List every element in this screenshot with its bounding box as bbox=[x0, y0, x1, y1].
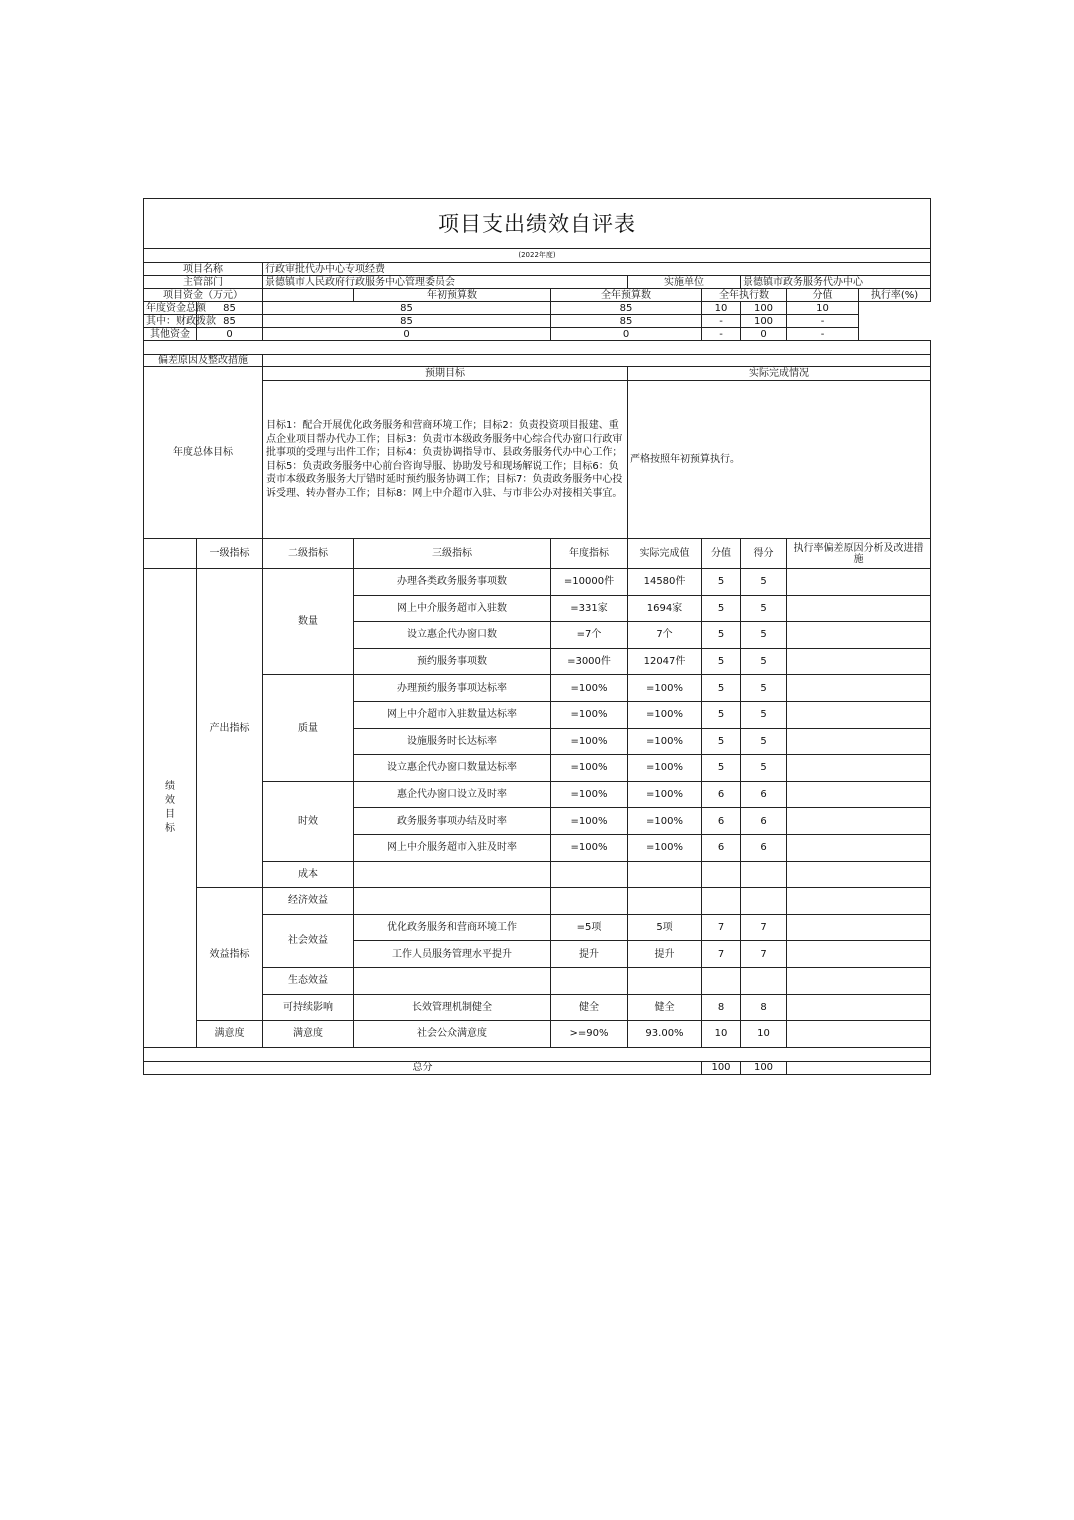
header-level1: 一级指标 bbox=[197, 539, 263, 569]
analysis-cell bbox=[787, 701, 931, 728]
goals-label: 年度总体目标 bbox=[144, 367, 263, 539]
page-title: 项目支出绩效自评表 bbox=[144, 199, 931, 249]
score-value: 5 bbox=[702, 755, 741, 782]
score-value: 5 bbox=[702, 728, 741, 755]
indicator-side-blank bbox=[144, 539, 197, 569]
level2-indicator: 质量 bbox=[263, 675, 354, 781]
level3-indicator: 长效管理机制健全 bbox=[354, 994, 551, 1021]
unit-value: 景德镇市政务服务代办中心 bbox=[741, 276, 931, 289]
level3-indicator: 办理预约服务事项达标率 bbox=[354, 675, 551, 702]
funds-header: 执行率(%) bbox=[859, 289, 931, 302]
target-value: =100% bbox=[551, 808, 628, 835]
expected-goal-text: 目标1：配合开展优化政务服务和营商环境工作；目标2：负责投资项目报建、重点企业项目帮办代办工作；目标3：负责市本级政务服务中心综合代办窗口行政审批事项的受理与出件工作；目标4：负责协调指导市、县政务服务代办中心工作；目标5：负责政务服务中心前台咨询导服、协助发号和现场解说工作；目标6：负责市本级政务服务大厅错时延时预约服务协调工作；目标7：负责政务服务中心投诉受理、转办督办工作；目标8：网上中介超市入驻、与市非公办对接相关事宜。 bbox=[263, 381, 628, 539]
target-value: =100% bbox=[551, 728, 628, 755]
actual-value: =100% bbox=[628, 834, 702, 861]
deviation-label: 偏差原因及整改措施 bbox=[144, 355, 263, 367]
side-label-vertical bbox=[164, 780, 176, 836]
header-got: 得分 bbox=[741, 539, 787, 569]
analysis-cell bbox=[787, 941, 931, 968]
score-value bbox=[702, 967, 741, 994]
funds-value: 0 bbox=[741, 328, 787, 341]
actual-value bbox=[628, 967, 702, 994]
funds-value: 0 bbox=[263, 328, 551, 341]
got-value bbox=[741, 861, 787, 888]
funds-row-name: 年度资金总额 bbox=[144, 302, 197, 315]
funds-label: 项目资金（万元） bbox=[144, 289, 263, 302]
level2-indicator: 社会效益 bbox=[263, 914, 354, 967]
funds-value: - bbox=[702, 328, 741, 341]
score-value bbox=[702, 888, 741, 915]
level3-indicator: 惠企代办窗口设立及时率 bbox=[354, 781, 551, 808]
spacer-row bbox=[144, 341, 931, 355]
got-value: 5 bbox=[741, 728, 787, 755]
funds-row-name: 其中：财政拨款 bbox=[144, 315, 197, 328]
level3-indicator: 网上中介超市入驻数量达标率 bbox=[354, 701, 551, 728]
expected-header: 预期目标 bbox=[263, 367, 628, 381]
got-value: 7 bbox=[741, 914, 787, 941]
score-value: 5 bbox=[702, 569, 741, 596]
dept-value: 景德镇市人民政府行政服务中心管理委员会 bbox=[263, 276, 628, 289]
header-level3: 三级指标 bbox=[354, 539, 551, 569]
funds-value: 85 bbox=[263, 315, 551, 328]
target-value: =100% bbox=[551, 834, 628, 861]
funds-value: 0 bbox=[551, 328, 702, 341]
funds-header: 全年执行数 bbox=[702, 289, 787, 302]
level2-indicator: 成本 bbox=[263, 861, 354, 888]
level3-indicator: 政务服务事项办结及时率 bbox=[354, 808, 551, 835]
funds-value: 85 bbox=[197, 302, 263, 315]
analysis-cell bbox=[787, 569, 931, 596]
level1-indicator: 满意度 bbox=[197, 1021, 263, 1048]
score-value: 7 bbox=[702, 941, 741, 968]
level2-indicator: 满意度 bbox=[263, 1021, 354, 1048]
header-analysis: 执行率偏差原因分析及改进措施 bbox=[787, 539, 931, 569]
got-value: 5 bbox=[741, 569, 787, 596]
score-value: 5 bbox=[702, 595, 741, 622]
analysis-cell bbox=[787, 595, 931, 622]
funds-header: 年初预算数 bbox=[354, 289, 551, 302]
funds-value: - bbox=[702, 315, 741, 328]
target-value: =7个 bbox=[551, 622, 628, 649]
actual-value: =100% bbox=[628, 675, 702, 702]
header-level2: 二级指标 bbox=[263, 539, 354, 569]
actual-value: 提升 bbox=[628, 941, 702, 968]
actual-value: 14580件 bbox=[628, 569, 702, 596]
year-label: (2022年度) bbox=[144, 249, 931, 263]
side-label-char: 标 bbox=[165, 822, 175, 834]
analysis-cell bbox=[787, 914, 931, 941]
got-value: 7 bbox=[741, 941, 787, 968]
total-got: 100 bbox=[741, 1061, 787, 1074]
target-value: =3000件 bbox=[551, 648, 628, 675]
evaluation-sheet bbox=[143, 198, 930, 1082]
level1-indicator: 产出指标 bbox=[197, 569, 263, 888]
funds-header: 全年预算数 bbox=[551, 289, 702, 302]
total-analysis bbox=[787, 1061, 931, 1074]
analysis-cell bbox=[787, 861, 931, 888]
score-value: 8 bbox=[702, 994, 741, 1021]
funds-value: 85 bbox=[551, 302, 702, 315]
score-value: 7 bbox=[702, 914, 741, 941]
got-value: 5 bbox=[741, 622, 787, 649]
score-value: 5 bbox=[702, 675, 741, 702]
level3-indicator: 社会公众满意度 bbox=[354, 1021, 551, 1048]
target-value: =331家 bbox=[551, 595, 628, 622]
analysis-cell bbox=[787, 622, 931, 649]
level2-indicator: 生态效益 bbox=[263, 967, 354, 994]
level3-indicator: 办理各类政务服务事项数 bbox=[354, 569, 551, 596]
score-value: 5 bbox=[702, 648, 741, 675]
level3-indicator: 预约服务事项数 bbox=[354, 648, 551, 675]
got-value: 10 bbox=[741, 1021, 787, 1048]
target-value: 提升 bbox=[551, 941, 628, 968]
funds-value: 100 bbox=[741, 302, 787, 315]
actual-value: 93.00% bbox=[628, 1021, 702, 1048]
unit-label: 实施单位 bbox=[628, 276, 741, 289]
analysis-cell bbox=[787, 834, 931, 861]
spacer-row bbox=[144, 1047, 931, 1061]
funds-value: - bbox=[787, 328, 859, 341]
side-label-char: 效 bbox=[165, 794, 175, 806]
level3-indicator bbox=[354, 861, 551, 888]
actual-value: 1694家 bbox=[628, 595, 702, 622]
header-score: 分值 bbox=[702, 539, 741, 569]
actual-goal-text: 严格按照年初预算执行。 bbox=[628, 381, 931, 539]
got-value: 6 bbox=[741, 808, 787, 835]
analysis-cell bbox=[787, 808, 931, 835]
funds-value: - bbox=[787, 315, 859, 328]
score-value: 6 bbox=[702, 781, 741, 808]
level3-indicator: 设施服务时长达标率 bbox=[354, 728, 551, 755]
got-value bbox=[741, 967, 787, 994]
score-value: 5 bbox=[702, 701, 741, 728]
got-value: 5 bbox=[741, 701, 787, 728]
level3-indicator: 工作人员服务管理水平提升 bbox=[354, 941, 551, 968]
funds-value: 85 bbox=[197, 315, 263, 328]
got-value: 5 bbox=[741, 755, 787, 782]
analysis-cell bbox=[787, 1021, 931, 1048]
actual-value: 12047件 bbox=[628, 648, 702, 675]
analysis-cell bbox=[787, 755, 931, 782]
actual-header: 实际完成情况 bbox=[628, 367, 931, 381]
score-value: 6 bbox=[702, 808, 741, 835]
side-label-char: 目 bbox=[165, 808, 175, 820]
actual-value: 7个 bbox=[628, 622, 702, 649]
level2-indicator: 可持续影响 bbox=[263, 994, 354, 1021]
level3-indicator: 设立惠企代办窗口数量达标率 bbox=[354, 755, 551, 782]
dept-label: 主管部门 bbox=[144, 276, 263, 289]
funds-header: 分值 bbox=[787, 289, 859, 302]
level3-indicator: 网上中介服务超市入驻数 bbox=[354, 595, 551, 622]
funds-header-blank bbox=[263, 289, 354, 302]
got-value: 5 bbox=[741, 648, 787, 675]
got-value: 6 bbox=[741, 781, 787, 808]
side-label-char: 绩 bbox=[165, 780, 175, 792]
level2-indicator: 数量 bbox=[263, 569, 354, 675]
analysis-cell bbox=[787, 648, 931, 675]
score-value: 6 bbox=[702, 834, 741, 861]
level3-indicator: 网上中介服务超市入驻及时率 bbox=[354, 834, 551, 861]
target-value: 健全 bbox=[551, 994, 628, 1021]
level2-indicator: 经济效益 bbox=[263, 888, 354, 915]
funds-value: 10 bbox=[702, 302, 741, 315]
evaluation-table bbox=[143, 198, 931, 1075]
project-name-value: 行政审批代办中心专项经费 bbox=[263, 263, 931, 276]
actual-value: =100% bbox=[628, 808, 702, 835]
funds-value: 100 bbox=[741, 315, 787, 328]
level3-indicator: 优化政务服务和营商环境工作 bbox=[354, 914, 551, 941]
actual-value bbox=[628, 888, 702, 915]
total-score: 100 bbox=[702, 1061, 741, 1074]
target-value: >=90% bbox=[551, 1021, 628, 1048]
performance-goal-side-label bbox=[144, 569, 197, 1048]
analysis-cell bbox=[787, 888, 931, 915]
actual-value bbox=[628, 861, 702, 888]
level3-indicator bbox=[354, 888, 551, 915]
score-value: 5 bbox=[702, 622, 741, 649]
actual-value: =100% bbox=[628, 728, 702, 755]
analysis-cell bbox=[787, 994, 931, 1021]
level1-indicator: 效益指标 bbox=[197, 888, 263, 1021]
target-value: =5项 bbox=[551, 914, 628, 941]
header-actual: 实际完成值 bbox=[628, 539, 702, 569]
level2-indicator: 时效 bbox=[263, 781, 354, 861]
got-value: 6 bbox=[741, 834, 787, 861]
level3-indicator bbox=[354, 967, 551, 994]
score-value bbox=[702, 861, 741, 888]
actual-value: 5项 bbox=[628, 914, 702, 941]
actual-value: 健全 bbox=[628, 994, 702, 1021]
project-name-label: 项目名称 bbox=[144, 263, 263, 276]
analysis-cell bbox=[787, 967, 931, 994]
actual-value: =100% bbox=[628, 755, 702, 782]
funds-value: 85 bbox=[551, 315, 702, 328]
target-value bbox=[551, 888, 628, 915]
target-value bbox=[551, 861, 628, 888]
funds-value: 0 bbox=[197, 328, 263, 341]
target-value: =100% bbox=[551, 675, 628, 702]
analysis-cell bbox=[787, 781, 931, 808]
target-value: =10000件 bbox=[551, 569, 628, 596]
deviation-value bbox=[263, 355, 931, 367]
actual-value: =100% bbox=[628, 781, 702, 808]
total-label: 总分 bbox=[144, 1061, 702, 1074]
analysis-cell bbox=[787, 675, 931, 702]
score-value: 10 bbox=[702, 1021, 741, 1048]
analysis-cell bbox=[787, 728, 931, 755]
funds-row-name: 其他资金 bbox=[144, 328, 197, 341]
got-value: 8 bbox=[741, 994, 787, 1021]
actual-value: =100% bbox=[628, 701, 702, 728]
target-value: =100% bbox=[551, 755, 628, 782]
got-value bbox=[741, 888, 787, 915]
funds-value: 85 bbox=[263, 302, 551, 315]
got-value: 5 bbox=[741, 595, 787, 622]
header-target: 年度指标 bbox=[551, 539, 628, 569]
level3-indicator: 设立惠企代办窗口数 bbox=[354, 622, 551, 649]
got-value: 5 bbox=[741, 675, 787, 702]
target-value bbox=[551, 967, 628, 994]
target-value: =100% bbox=[551, 701, 628, 728]
target-value: =100% bbox=[551, 781, 628, 808]
funds-value: 10 bbox=[787, 302, 859, 315]
